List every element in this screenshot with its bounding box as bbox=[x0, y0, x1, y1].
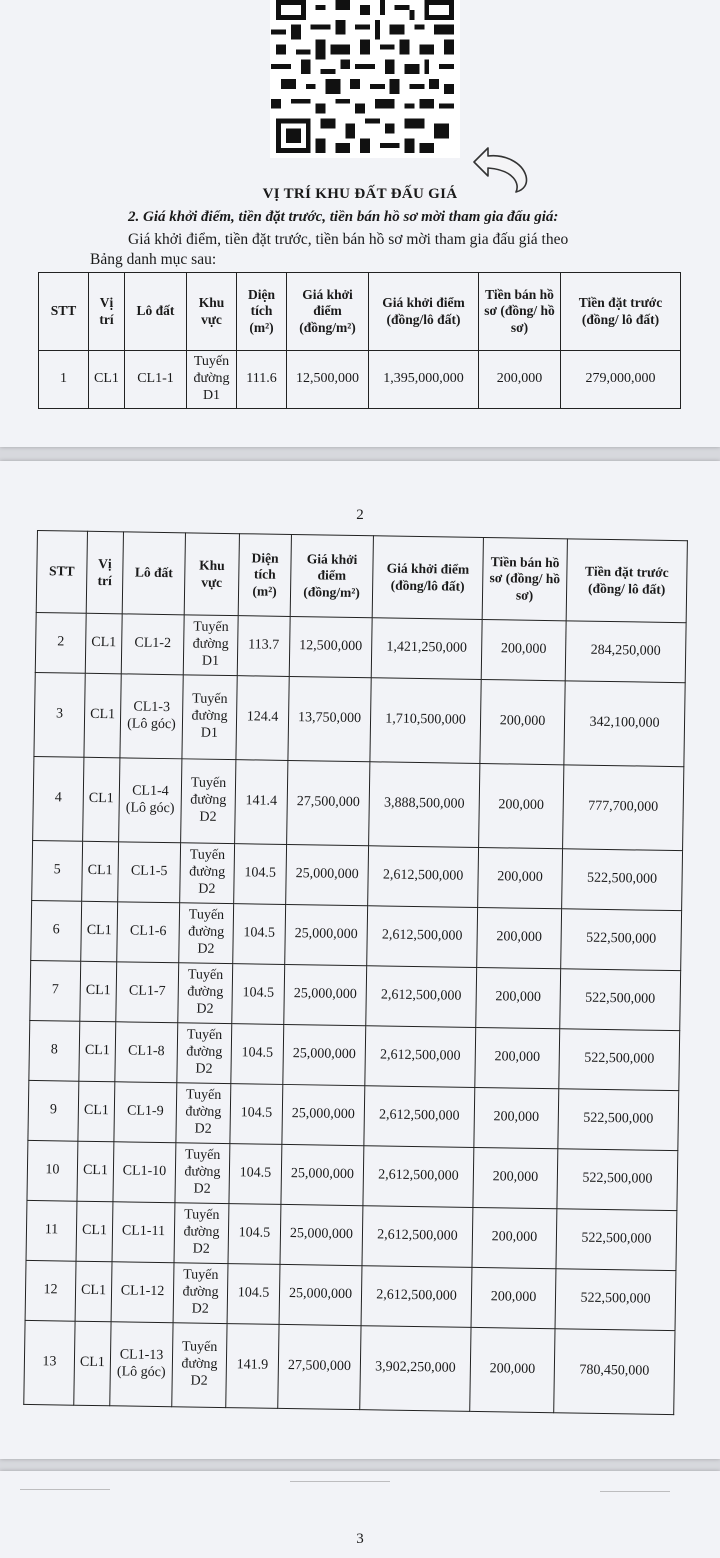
cell-stt: 7 bbox=[30, 960, 81, 1021]
cell-gia-khoi-diem-lo: 1,421,250,000 bbox=[371, 618, 482, 680]
cell-dien-tich: 104.5 bbox=[230, 1084, 283, 1145]
cell-tien-dat-truoc: 522,500,000 bbox=[556, 1209, 677, 1271]
cell-lo-dat: CL1-3 (Lô góc) bbox=[120, 674, 183, 759]
cell-dien-tich: 104.5 bbox=[229, 1144, 282, 1205]
intro-text-line-1: Giá khởi điểm, tiền đặt trước, tiền bán hồ sơ mời tham gia đấu giá theo bbox=[128, 231, 569, 248]
cell-tien-dat-truoc: 279,000,000 bbox=[561, 351, 681, 409]
scan-artifact bbox=[600, 1491, 670, 1492]
page-number: 3 bbox=[356, 1531, 364, 1547]
cell-vi-tri: CL1 bbox=[82, 841, 119, 902]
table-row bbox=[24, 1320, 675, 1414]
table-row bbox=[30, 960, 681, 1030]
cell-lo-dat: CL1-6 bbox=[117, 902, 180, 963]
cell-khu-vuc: Tuyến đường D1 bbox=[183, 615, 238, 676]
cell-dien-tich: 111.6 bbox=[237, 351, 287, 409]
cell-lo-dat: CL1-9 bbox=[114, 1082, 177, 1143]
header-khu-vuc: Khu vực bbox=[187, 273, 237, 351]
cell-tien-ban-ho-so: 200,000 bbox=[476, 967, 561, 1028]
table-row bbox=[31, 900, 682, 970]
cell-gia-khoi-diem-m2: 25,000,000 bbox=[283, 1024, 366, 1085]
cell-stt: 5 bbox=[32, 840, 83, 901]
cell-gia-khoi-diem-lo: 3,888,500,000 bbox=[369, 762, 480, 848]
cell-stt: 4 bbox=[33, 756, 84, 841]
cell-tien-ban-ho-so: 200,000 bbox=[474, 1087, 559, 1148]
table-row bbox=[29, 1020, 680, 1090]
cell-gia-khoi-diem-lo: 2,612,500,000 bbox=[364, 1086, 475, 1148]
cell-dien-tich: 113.7 bbox=[237, 616, 290, 677]
cell-tien-ban-ho-so: 200,000 bbox=[477, 907, 562, 968]
cell-gia-khoi-diem-m2: 25,000,000 bbox=[282, 1084, 365, 1145]
cell-khu-vuc: Tuyến đường D2 bbox=[174, 1203, 229, 1264]
header-khu-vuc: Khu vực bbox=[184, 533, 239, 616]
cell-stt: 9 bbox=[28, 1080, 79, 1141]
header-gia-khoi-diem-m2: Giá khởi điểm (đồng/m²) bbox=[287, 273, 369, 351]
cell-lo-dat: CL1-12 bbox=[111, 1262, 174, 1323]
cell-gia-khoi-diem-m2: 13,750,000 bbox=[288, 676, 371, 761]
table-row bbox=[27, 1140, 678, 1210]
cell-khu-vuc: Tuyến đường D2 bbox=[173, 1263, 228, 1324]
cell-lo-dat: CL1-13 (Lô góc) bbox=[110, 1322, 173, 1407]
cell-vi-tri: CL1 bbox=[81, 901, 118, 962]
cell-tien-dat-truoc: 522,500,000 bbox=[557, 1149, 678, 1211]
cell-lo-dat: CL1-10 bbox=[113, 1142, 176, 1203]
table-row bbox=[32, 840, 683, 910]
cell-lo-dat: CL1-7 bbox=[116, 962, 179, 1023]
cell-khu-vuc: Tuyến đường D2 bbox=[178, 963, 233, 1024]
section-heading: 2. Giá khởi điểm, tiền đặt trước, tiền bán hồ sơ mời tham gia đấu giá: bbox=[128, 209, 559, 225]
cell-gia-khoi-diem-lo: 2,612,500,000 bbox=[362, 1206, 473, 1268]
cell-stt: 11 bbox=[26, 1200, 77, 1261]
cell-tien-ban-ho-so: 200,000 bbox=[479, 763, 564, 848]
cell-gia-khoi-diem-m2: 25,000,000 bbox=[286, 844, 369, 905]
cell-tien-dat-truoc: 342,100,000 bbox=[564, 681, 685, 767]
cell-vi-tri: CL1 bbox=[76, 1201, 113, 1262]
header-lo-dat: Lô đất bbox=[125, 273, 187, 351]
cell-vi-tri: CL1 bbox=[79, 1021, 116, 1082]
header-vi-tri: Vị trí bbox=[86, 531, 123, 614]
cell-gia-khoi-diem-lo: 1,395,000,000 bbox=[369, 351, 479, 409]
cell-gia-khoi-diem-m2: 25,000,000 bbox=[279, 1264, 362, 1325]
auction-price-table-2 bbox=[23, 530, 688, 1415]
document-page-1 bbox=[0, 0, 720, 447]
cell-khu-vuc: Tuyến đường D1 bbox=[187, 351, 237, 409]
cell-khu-vuc: Tuyến đường D1 bbox=[182, 675, 237, 760]
cell-gia-khoi-diem-m2: 25,000,000 bbox=[280, 1204, 363, 1265]
cell-vi-tri: CL1 bbox=[85, 613, 122, 674]
cell-tien-ban-ho-so: 200,000 bbox=[472, 1207, 557, 1268]
cell-dien-tich: 104.5 bbox=[232, 964, 285, 1025]
cell-tien-ban-ho-so: 200,000 bbox=[478, 847, 563, 908]
table-row bbox=[28, 1080, 679, 1150]
cell-gia-khoi-diem-m2: 27,500,000 bbox=[287, 760, 370, 845]
cell-gia-khoi-diem-lo: 2,612,500,000 bbox=[361, 1266, 472, 1328]
cell-vi-tri: CL1 bbox=[89, 351, 125, 409]
cell-tien-ban-ho-so: 200,000 bbox=[473, 1147, 558, 1208]
cell-lo-dat: CL1-11 bbox=[112, 1202, 175, 1263]
table-row bbox=[34, 672, 685, 766]
cell-lo-dat: CL1-2 bbox=[121, 614, 184, 675]
cell-stt: 12 bbox=[25, 1260, 76, 1321]
cell-gia-khoi-diem-m2: 25,000,000 bbox=[281, 1144, 364, 1205]
cell-tien-dat-truoc: 522,500,000 bbox=[559, 1029, 680, 1091]
cell-lo-dat: CL1-8 bbox=[115, 1022, 178, 1083]
cell-dien-tich: 104.5 bbox=[228, 1204, 281, 1265]
section-title: VỊ TRÍ KHU ĐẤT ĐẤU GIÁ bbox=[262, 186, 458, 202]
cell-vi-tri: CL1 bbox=[83, 757, 120, 842]
header-dien-tich: Diện tích (m²) bbox=[237, 273, 287, 351]
cell-tien-dat-truoc: 522,500,000 bbox=[562, 849, 683, 911]
header-dien-tich: Diện tích (m²) bbox=[238, 534, 291, 617]
cell-tien-dat-truoc: 522,500,000 bbox=[561, 909, 682, 971]
cell-gia-khoi-diem-lo: 3,902,250,000 bbox=[360, 1326, 471, 1412]
cell-lo-dat: CL1-5 bbox=[118, 842, 181, 903]
cell-tien-ban-ho-so: 200,000 bbox=[479, 351, 561, 409]
cell-stt: 6 bbox=[31, 900, 82, 961]
header-tien-dat-truoc: Tiền đặt trước (đồng/ lô đất) bbox=[566, 539, 687, 623]
cell-stt: 10 bbox=[27, 1140, 78, 1201]
cell-gia-khoi-diem-m2: 25,000,000 bbox=[285, 904, 368, 965]
intro-text-line-2: Bảng danh mục sau: bbox=[90, 251, 217, 268]
cell-dien-tich: 141.4 bbox=[235, 760, 288, 845]
header-tien-ban-ho-so: Tiền bán hồ sơ (đồng/ hồ sơ) bbox=[479, 273, 561, 351]
header-gia-khoi-diem-m2: Giá khởi điểm (đồng/m²) bbox=[290, 534, 373, 617]
cell-tien-ban-ho-so: 200,000 bbox=[475, 1027, 560, 1088]
table-row bbox=[33, 756, 684, 850]
cell-dien-tich: 104.5 bbox=[234, 844, 287, 905]
auction-price-table-1 bbox=[38, 272, 681, 409]
cell-vi-tri: CL1 bbox=[77, 1141, 114, 1202]
header-tien-dat-truoc: Tiền đặt trước (đồng/ lô đất) bbox=[561, 273, 681, 351]
cell-gia-khoi-diem-m2: 25,000,000 bbox=[284, 964, 367, 1025]
cell-stt: 2 bbox=[35, 612, 86, 673]
cell-tien-dat-truoc: 522,500,000 bbox=[555, 1269, 676, 1331]
cell-tien-ban-ho-so: 200,000 bbox=[471, 1267, 556, 1328]
cell-lo-dat: CL1-1 bbox=[125, 351, 187, 409]
cell-lo-dat: CL1-4 (Lô góc) bbox=[119, 758, 182, 843]
table-header-row bbox=[39, 273, 681, 351]
table-row bbox=[39, 351, 681, 409]
header-vi-tri: Vị trí bbox=[89, 273, 125, 351]
cell-gia-khoi-diem-lo: 2,612,500,000 bbox=[366, 966, 477, 1028]
cell-gia-khoi-diem-lo: 2,612,500,000 bbox=[368, 846, 479, 908]
cell-vi-tri: CL1 bbox=[78, 1081, 115, 1142]
cell-khu-vuc: Tuyến đường D2 bbox=[175, 1143, 230, 1204]
cell-dien-tich: 124.4 bbox=[236, 676, 289, 761]
cell-gia-khoi-diem-m2: 27,500,000 bbox=[278, 1324, 361, 1409]
cell-dien-tich: 104.5 bbox=[233, 904, 286, 965]
cell-vi-tri: CL1 bbox=[84, 673, 121, 758]
cell-gia-khoi-diem-lo: 2,612,500,000 bbox=[367, 906, 478, 968]
cell-gia-khoi-diem-m2: 12,500,000 bbox=[287, 351, 369, 409]
page-number: 2 bbox=[356, 507, 364, 523]
qr-code-icon bbox=[270, 0, 460, 158]
cell-vi-tri: CL1 bbox=[80, 961, 117, 1022]
cell-khu-vuc: Tuyến đường D2 bbox=[181, 759, 236, 844]
document-page-2 bbox=[0, 461, 720, 1459]
header-lo-dat: Lô đất bbox=[122, 532, 185, 615]
scan-artifact bbox=[290, 1481, 390, 1482]
cell-tien-ban-ho-so: 200,000 bbox=[470, 1327, 555, 1412]
document-page-3 bbox=[0, 1471, 720, 1558]
cell-tien-ban-ho-so: 200,000 bbox=[481, 620, 566, 681]
cell-gia-khoi-diem-lo: 2,612,500,000 bbox=[363, 1146, 474, 1208]
cell-tien-dat-truoc: 284,250,000 bbox=[565, 621, 686, 683]
header-stt: STT bbox=[39, 273, 89, 351]
header-gia-khoi-diem-lo: Giá khởi điểm (đồng/lô đất) bbox=[369, 273, 479, 351]
header-stt: STT bbox=[36, 531, 87, 614]
table-row bbox=[26, 1200, 677, 1270]
cell-stt: 1 bbox=[39, 351, 89, 409]
cell-tien-dat-truoc: 522,500,000 bbox=[558, 1089, 679, 1151]
cell-tien-dat-truoc: 780,450,000 bbox=[554, 1329, 675, 1415]
cell-gia-khoi-diem-m2: 12,500,000 bbox=[289, 616, 372, 677]
cell-khu-vuc: Tuyến đường D2 bbox=[180, 843, 235, 904]
header-tien-ban-ho-so: Tiền bán hồ sơ (đồng/ hồ sơ) bbox=[482, 538, 567, 621]
cell-stt: 3 bbox=[34, 672, 85, 757]
cell-khu-vuc: Tuyến đường D2 bbox=[176, 1083, 231, 1144]
cell-tien-dat-truoc: 777,700,000 bbox=[563, 765, 684, 851]
cell-dien-tich: 141.9 bbox=[226, 1324, 279, 1409]
cell-vi-tri: CL1 bbox=[75, 1261, 112, 1322]
cell-dien-tich: 104.5 bbox=[231, 1024, 284, 1085]
cell-khu-vuc: Tuyến đường D2 bbox=[172, 1323, 227, 1408]
table-row bbox=[25, 1260, 676, 1330]
cell-tien-dat-truoc: 522,500,000 bbox=[560, 969, 681, 1031]
cell-tien-ban-ho-so: 200,000 bbox=[480, 679, 565, 764]
cell-gia-khoi-diem-lo: 1,710,500,000 bbox=[370, 678, 481, 764]
cell-vi-tri: CL1 bbox=[74, 1321, 111, 1406]
cell-khu-vuc: Tuyến đường D2 bbox=[177, 1023, 232, 1084]
cell-khu-vuc: Tuyến đường D2 bbox=[179, 903, 234, 964]
scan-artifact bbox=[20, 1489, 110, 1490]
cell-stt: 8 bbox=[29, 1020, 80, 1081]
cell-stt: 13 bbox=[24, 1320, 75, 1405]
table-row bbox=[35, 612, 686, 682]
cell-gia-khoi-diem-lo: 2,612,500,000 bbox=[365, 1026, 476, 1088]
header-gia-khoi-diem-lo: Giá khởi điểm (đồng/lô đất) bbox=[372, 536, 483, 620]
cell-dien-tich: 104.5 bbox=[227, 1264, 280, 1325]
table-header-row bbox=[36, 531, 687, 623]
